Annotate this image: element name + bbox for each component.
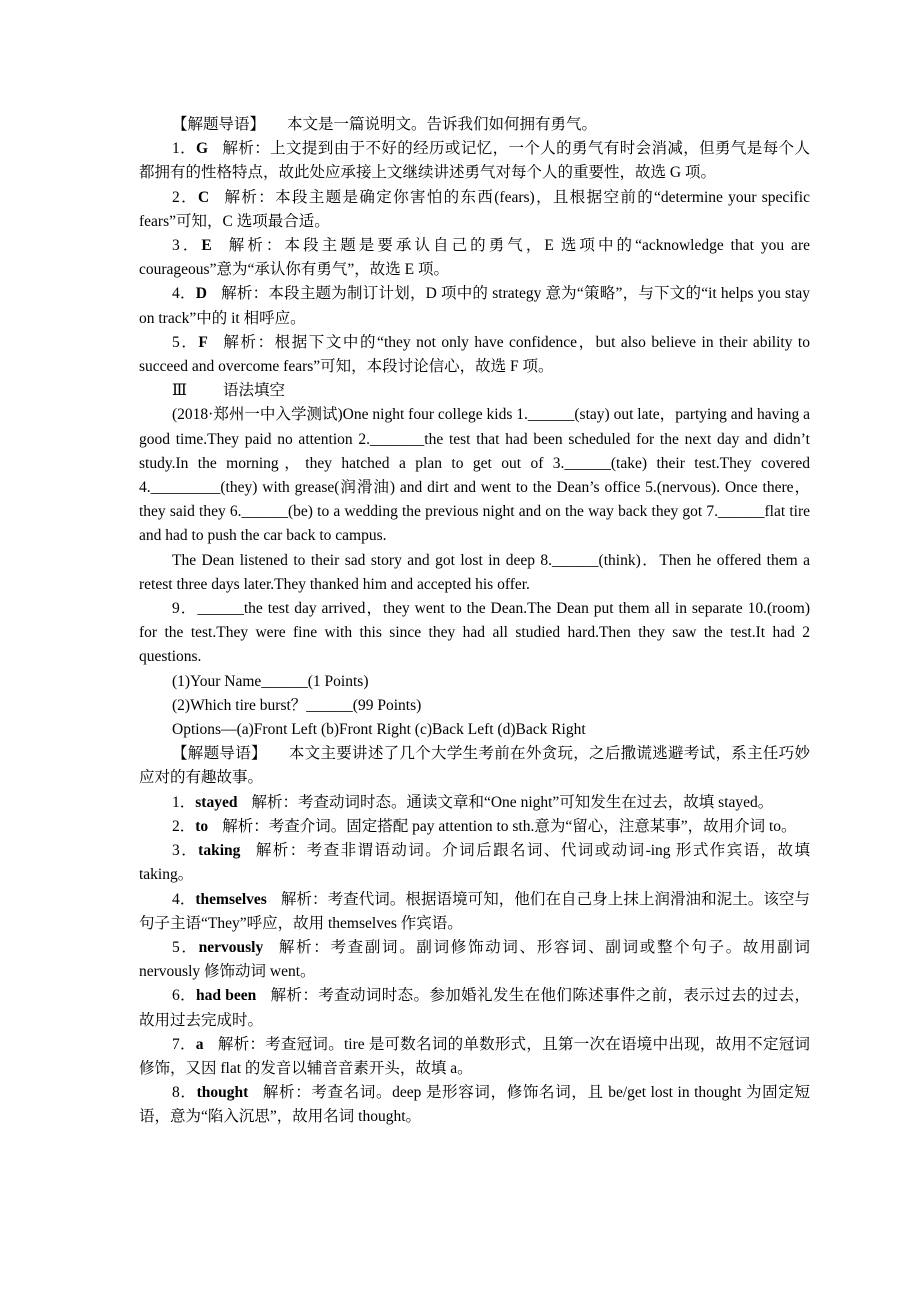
analysis-label: 解析： bbox=[220, 285, 269, 303]
answer-key: thought bbox=[196, 1084, 249, 1102]
analysis-label: 解析： bbox=[262, 1084, 312, 1102]
analysis-text: 考查动词时态。参加婚礼发生在他们陈述事件之前，表示过去的过去，故用过去完成时。 bbox=[139, 987, 810, 1029]
answer-key: C bbox=[197, 188, 210, 206]
answer-key: nervously bbox=[198, 938, 264, 956]
answer-item bbox=[139, 984, 810, 1032]
answer-item bbox=[139, 791, 810, 815]
guide-text: 本文是一篇说明文。告诉我们如何拥有勇气。 bbox=[287, 116, 598, 133]
analysis-text: 考查代词。根据语境可知，他们在自己身上抹上润滑油和泥土。该空与句子主语“They”呼应，故用 themselves 作宾语。 bbox=[139, 890, 810, 932]
analysis-text: 本段主题是要承认自己的勇气，E 选项中的“acknowledge that you are courageous”意为“承认你有勇气”，故选 E 项。 bbox=[139, 237, 810, 279]
analysis-label: 解析： bbox=[254, 842, 307, 860]
answer-item bbox=[139, 282, 810, 330]
item-number: 2． bbox=[172, 188, 198, 206]
analysis-label: 解析： bbox=[270, 987, 319, 1005]
item-number: 7． bbox=[172, 1035, 196, 1053]
answer-item bbox=[139, 815, 810, 839]
section-heading bbox=[139, 379, 810, 403]
passage-paragraph-1: (2018·郑州一中入学测试)One night four college kids 1.______(stay) out late，partying and having a good time.They paid no attention 2._______the test that had been scheduled for the next day and didn’t study.In the morning，they hatched a plan to get out of 3.______(take) their test.They covered 4._________(they) with grease(润滑油) and dirt and went to the Dean’s office 5.(nervous). Once there，they said they 6.______(be) to a wedding the previous night and on the way back they got 7.______flat tire and had to push the car back to campus. bbox=[139, 406, 810, 545]
analysis-text: 考查非谓语动词。介词后跟名词、代词或动词-ing 形式作宾语，故填 taking。 bbox=[139, 842, 810, 884]
test-options: Options—(a)Front Left (b)Front Right (c)Back Left (d)Back Right bbox=[172, 721, 586, 739]
answer-item bbox=[139, 1033, 810, 1081]
item-number: 1． bbox=[172, 793, 196, 811]
answer-key: G bbox=[196, 140, 209, 158]
item-number: 5． bbox=[172, 938, 199, 956]
analysis-text: 考查冠词。tire 是可数名词的单数形式，且第一次在语境中出现，故用不定冠词修饰，又因 flat 的发音以辅音音素开头，故填 a。 bbox=[139, 1035, 810, 1077]
analysis-text: 考查副词。副词修饰动词、形容词、副词或整个句子。故用副词 nervously 修饰动词 went。 bbox=[139, 938, 810, 981]
test-question-2: (2)Which tire burst？______(99 Points) bbox=[172, 696, 422, 714]
answer-item bbox=[139, 839, 810, 887]
answer-item bbox=[139, 936, 810, 984]
item-number: 3． bbox=[172, 842, 199, 860]
answer-key: to bbox=[195, 817, 209, 835]
guide-label: 【解题导语】 bbox=[172, 745, 267, 763]
analysis-label: 解析： bbox=[223, 188, 276, 206]
analysis-text: 上文提到由于不好的经历或记忆，一个人的勇气有时会消减，但勇气是每个人都拥有的性格特点，故此处应承接上文继续讲述勇气对每个人的重要性，故选 G 项。 bbox=[139, 140, 810, 182]
passage-paragraph-3: 9．______the test day arrived，they went to the Dean.The Dean put them all in separate 10.(room) for the test.They were fine with this since they had all studied hard.Then they saw the test.It had 2 questions. bbox=[139, 600, 810, 666]
answer-key: D bbox=[195, 285, 207, 303]
guide-paragraph bbox=[139, 113, 810, 137]
guide-paragraph bbox=[139, 742, 810, 790]
answer-key: E bbox=[201, 237, 212, 255]
analysis-label: 解析： bbox=[222, 817, 269, 835]
analysis-text: 根据下文中的“they not only have confidence，but also believe in their ability to succeed and overcome fears”可知，本段讨论信心，故选 F 项。 bbox=[139, 333, 810, 376]
analysis-text: 本段主题是确定你害怕的东西(fears)，且根据空前的“determine your specific fears”可知，C 选项最合适。 bbox=[139, 188, 810, 230]
guide-label: 【解题导语】 bbox=[172, 116, 266, 133]
answer-key: had been bbox=[196, 987, 257, 1005]
analysis-label: 解析： bbox=[277, 938, 331, 956]
test-question-1: (1)Your Name______(1 Points) bbox=[172, 672, 369, 690]
analysis-label: 解析： bbox=[217, 1035, 266, 1053]
item-number: 1． bbox=[172, 140, 197, 158]
answer-item bbox=[139, 888, 810, 936]
answer-item bbox=[139, 137, 810, 185]
answer-key: themselves bbox=[195, 890, 267, 908]
answer-key: a bbox=[195, 1035, 204, 1053]
answer-item bbox=[139, 1081, 810, 1129]
item-number: 2． bbox=[172, 817, 196, 835]
passage-paragraph-2: The Dean listened to their sad story and got lost in deep 8.______(think)．Then he offered them a retest three days later.They thanked him and accepted his offer. bbox=[139, 551, 810, 593]
analysis-text: 考查动词时态。通读文章和“One night”可知发生在过去，故填 stayed。 bbox=[297, 793, 774, 811]
analysis-label: 解析： bbox=[225, 237, 285, 255]
analysis-label: 解析： bbox=[280, 890, 328, 908]
analysis-text: 考查介词。固定搭配 pay attention to sth.意为“留心，注意某事”，故用介词 to。 bbox=[268, 817, 797, 835]
answer-item bbox=[139, 331, 810, 379]
answer-item bbox=[139, 234, 810, 282]
item-number: 8． bbox=[172, 1084, 197, 1102]
analysis-label: 解析： bbox=[251, 793, 298, 811]
answer-key: stayed bbox=[195, 793, 238, 811]
analysis-text: 本段主题为制订计划，D 项中的 strategy 意为“策略”，与下文的“it helps you stay on track”中的 it 相呼应。 bbox=[139, 285, 810, 327]
section-number: Ⅲ bbox=[172, 382, 187, 400]
item-number: 6． bbox=[172, 987, 196, 1005]
analysis-label: 解析： bbox=[221, 333, 275, 351]
item-number: 5． bbox=[172, 333, 199, 351]
section-title: 语法填空 bbox=[222, 382, 285, 400]
answer-key: F bbox=[198, 333, 208, 351]
guide-text: 本文主要讲述了几个大学生考前在外贪玩，之后撒谎逃避考试，系主任巧妙应对的有趣故事。 bbox=[139, 745, 810, 787]
answer-item bbox=[139, 186, 810, 234]
answer-key: taking bbox=[198, 842, 241, 860]
item-number: 3． bbox=[172, 237, 202, 255]
analysis-label: 解析： bbox=[222, 140, 271, 158]
analysis-text: 考查名词。deep 是形容词，修饰名词，且 be/get lost in thought 为固定短语，意为“陷入沉思”，故用名词 thought。 bbox=[139, 1084, 810, 1126]
item-number: 4． bbox=[172, 285, 196, 303]
item-number: 4． bbox=[172, 890, 196, 908]
